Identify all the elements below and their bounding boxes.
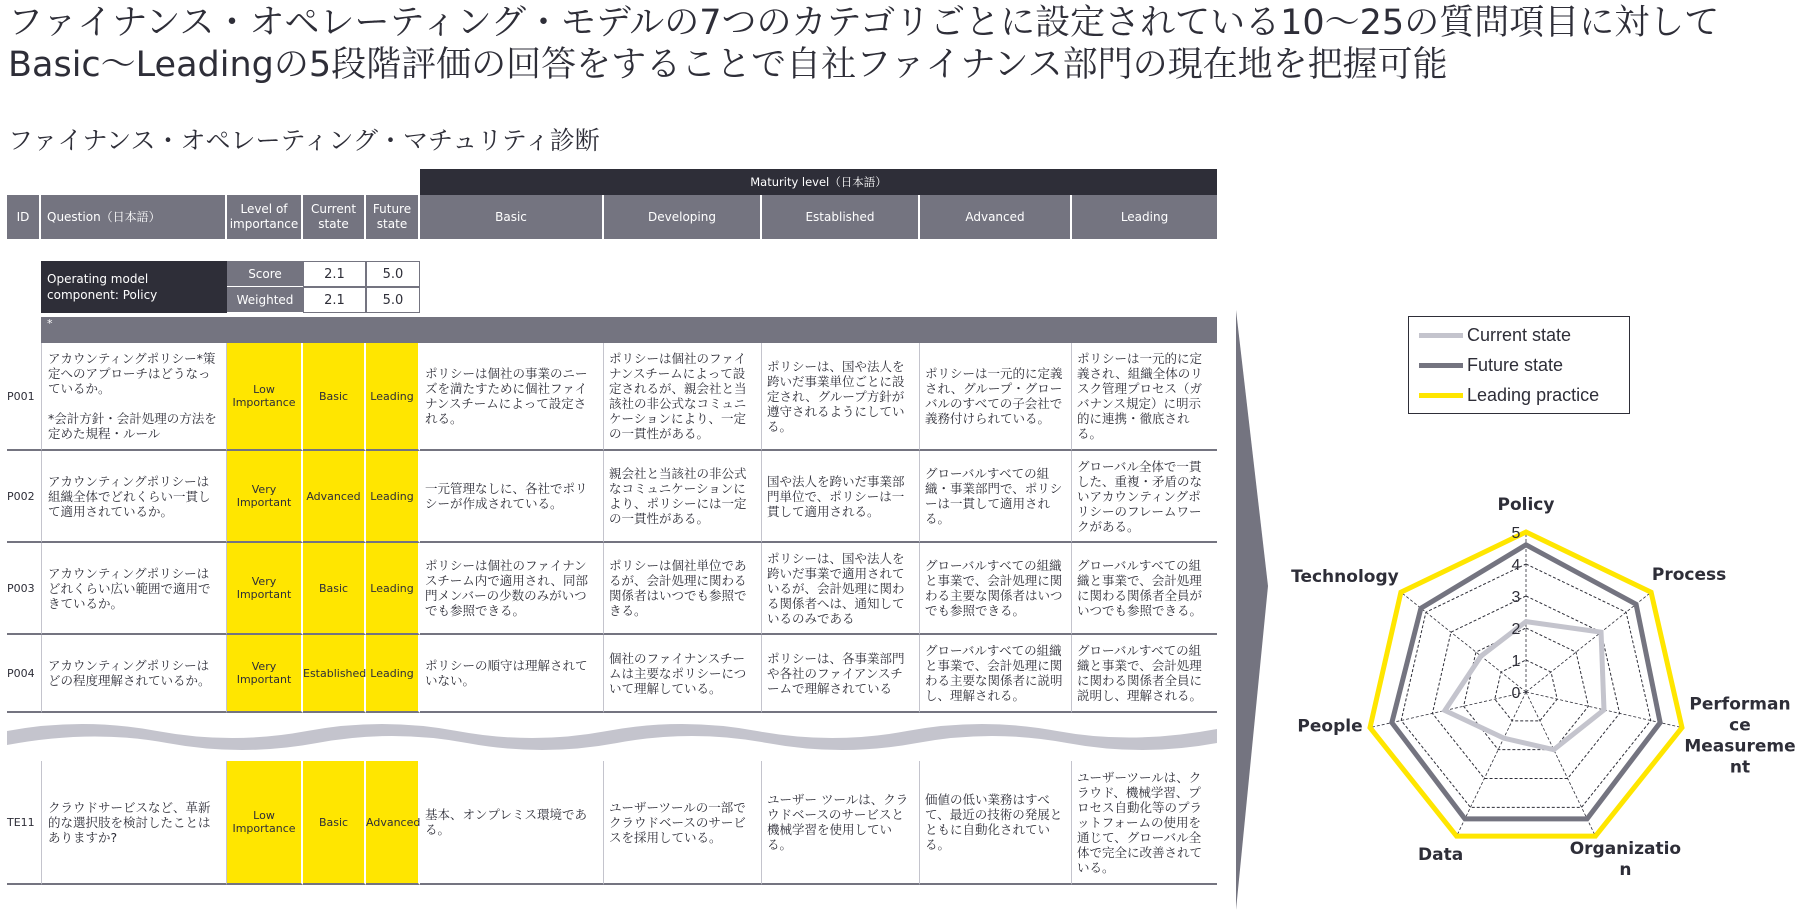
header-future: [366, 195, 420, 239]
legend-label-leading: Leading practice: [1467, 385, 1600, 405]
row-importance-l2: Importance: [232, 822, 296, 835]
header-level-basic: Basic: [420, 195, 604, 239]
section-bar: [7, 317, 1217, 343]
row-current: Basic: [303, 343, 366, 451]
diagnosis-subtitle: ファイナンス・オペレーティング・マチュリティ診断: [8, 126, 600, 155]
headline: [8, 2, 1788, 86]
row-question-text: アカウンティングポリシー*策定へのアプローチはどうなっているか。: [48, 351, 216, 396]
section-bar-label: *: [41, 317, 1217, 343]
header-level-advanced: Advanced: [920, 195, 1072, 239]
legend-label-current: Current state: [1467, 325, 1572, 345]
row-id: P004: [7, 635, 41, 713]
radar-axis-label: n: [1619, 860, 1632, 881]
score-future: 5.0: [366, 261, 420, 287]
radar-axis-label: ce: [1729, 715, 1751, 736]
score-label: Score: [227, 261, 303, 287]
radar-series-current-state: [1445, 622, 1604, 750]
header-level-developing: Developing: [604, 195, 762, 239]
radar-axis-label: Organizatio: [1569, 839, 1682, 860]
radar-tick-label: 2: [1511, 621, 1521, 638]
row-question: アカウンティングポリシーはどの程度理解されているか。: [41, 635, 227, 713]
row-developing: 親会社と当該社の非公式なコミュニケーションにより、ポリシーには一定の一貫性がある。: [604, 451, 762, 543]
row-advanced: ポリシーは一元的に定義され、グループ・グローバルのすべての子会社で義務付けられている。: [920, 343, 1072, 451]
spacer: [7, 261, 41, 287]
row-established: ポリシーは、国や法人を跨いだ事業単位ごとに設定され、グループ方針が遵守されるようにしている。: [762, 343, 920, 451]
row-future: Leading: [366, 635, 420, 713]
row-advanced: グローバルすべての組織と事業で、会計処理に関わる主要な関係者に説明し、理解される。: [920, 635, 1072, 713]
table-row: [7, 635, 1217, 713]
row-importance-l1: Low: [253, 383, 275, 396]
radar-axis-label: People: [1297, 716, 1363, 737]
component-label-l1: Operating model: [47, 272, 149, 286]
legend-swatch-current: [1419, 333, 1463, 338]
row-id: P002: [7, 451, 41, 543]
spacer: [7, 317, 41, 343]
row-importance-l1: Low: [253, 809, 275, 822]
header-future-l1: Future: [372, 202, 412, 216]
legend-swatch-future: [1419, 363, 1463, 368]
row-current: Basic: [303, 761, 366, 885]
row-established: ポリシーは、国や法人を跨いだ事業で適用されているが、会計処理に関わる関係者へは、通知しているのみである: [762, 543, 920, 635]
row-basic: 基本、オンプレミス環境である。: [420, 761, 604, 885]
header-level-leading: Leading: [1072, 195, 1217, 239]
radar-tick-label: 0: [1511, 685, 1521, 702]
row-current: Advanced: [303, 451, 366, 543]
spacer: [7, 169, 420, 195]
row-future: Advanced: [366, 761, 420, 885]
row-question-note: *会計方針・会計処理の方法を定めた規程・ルール: [48, 411, 217, 441]
column-header-row: [7, 195, 1217, 239]
radar-axis-label: Measureme: [1684, 736, 1796, 757]
row-basic: 一元管理なしに、各社でポリシーが作成されている。: [420, 451, 604, 543]
radar-axis-label: Data: [1417, 845, 1464, 866]
wave-divider-icon: [7, 713, 1217, 757]
row-advanced: 価値の低い業務はすべて、最近の技術の発展とともに自動化されている。: [920, 761, 1072, 885]
row-future: Leading: [366, 343, 420, 451]
row-established: ユーザー ツールは、クラウドベースのサービスと機械学習を使用している。: [762, 761, 920, 885]
row-id: P003: [7, 543, 41, 635]
component-label-l2: component: Policy: [47, 288, 158, 302]
header-current-l2: state: [318, 217, 349, 231]
radar-spoke: [1457, 692, 1526, 836]
table-row: [7, 761, 1217, 885]
row-developing: ユーザーツールの一部でクラウドベースのサービスを採用している。: [604, 761, 762, 885]
row-leading: ユーザーツールは、クラウド、機械学習、プロセス自動化等のプラットフォームの使用を通じて、グローバル全体で完全に改善されている。: [1072, 761, 1217, 885]
header-level-established: Established: [762, 195, 920, 239]
row-current: Established: [303, 635, 366, 713]
spacer: [7, 239, 1217, 261]
row-advanced: グローバルすべての組織と事業で、会計処理に関わる主要な関係者はいつでも参照できる。: [920, 543, 1072, 635]
radar-chart: [1250, 429, 1800, 909]
header-importance-l2: importance: [229, 217, 299, 231]
score-current: 2.1: [303, 261, 366, 287]
maturity-table: [7, 169, 1217, 885]
header-id: ID: [7, 195, 41, 239]
table-row: [7, 451, 1217, 543]
omission-row: [7, 713, 1217, 761]
radar-axis-label: Performan: [1689, 694, 1791, 715]
radar-tick-label: 4: [1511, 557, 1521, 574]
row-leading: グローバルすべての組織と事業で、会計処理に関わる関係者全員がいつでも参照できる。: [1072, 543, 1217, 635]
row-question: [41, 343, 227, 451]
row-leading: ポリシーは一元的に定義され、組織全体のリスク管理プロセス（ガバナンス規定）に明示的に連携・徹底される。: [1072, 343, 1217, 451]
header-current-l1: Current: [310, 202, 357, 216]
row-importance: [227, 761, 303, 885]
row-importance: Very Important: [227, 543, 303, 635]
maturity-level-header: Maturity level（日本語）: [420, 169, 1217, 195]
header-importance-l1: Level of: [240, 202, 288, 216]
table-row: [7, 543, 1217, 635]
spacer: [7, 287, 41, 313]
radar-spoke: [1526, 592, 1651, 692]
row-basic: ポリシーは個社の事業のニーズを満たすために個社ファイナンスチームによって設定される。: [420, 343, 604, 451]
radar-tick-label: 1: [1511, 653, 1521, 670]
row-future: Leading: [366, 451, 420, 543]
row-developing: ポリシーは個社単位であるが、会計処理に関わる関係者はいつでも参照できる。: [604, 543, 762, 635]
weighted-future: 5.0: [366, 287, 420, 313]
row-established: 国や法人を跨いだ事業部門単位で、ポリシーは一貫して適用される。: [762, 451, 920, 543]
spacer: [420, 261, 1217, 287]
spacer: [420, 287, 1217, 313]
legend-swatch-leading: [1419, 393, 1463, 398]
row-basic: ポリシーの順守は理解されていない。: [420, 635, 604, 713]
row-current: Basic: [303, 543, 366, 635]
row-question: アカウンティングポリシーはどれくらい広い範囲で適用できているか。: [41, 543, 227, 635]
radar-axis-label: nt: [1729, 757, 1751, 778]
header-importance: [227, 195, 303, 239]
row-id: P001: [7, 343, 41, 451]
weighted-label: Weighted: [227, 287, 303, 313]
radar-spoke: [1526, 692, 1595, 836]
row-importance: Very Important: [227, 635, 303, 713]
row-developing: 個社のファイナンスチームは主要なポリシーについて理解している。: [604, 635, 762, 713]
row-id: TE11: [7, 761, 41, 885]
table-row: [7, 343, 1217, 451]
legend-label-future: Future state: [1467, 355, 1564, 375]
radar-tick-label: 3: [1511, 589, 1521, 606]
row-future: Leading: [366, 543, 420, 635]
row-question: クラウドサービスなど、革新的な選択肢を検討したことはありますか?: [41, 761, 227, 885]
radar-tick-label: 5: [1511, 525, 1521, 542]
component-label: [41, 261, 227, 313]
chart-legend: [1408, 316, 1630, 414]
row-importance: [227, 343, 303, 451]
weighted-current: 2.1: [303, 287, 366, 313]
headline-line-1: ファイナンス・オペレーティング・モデルの7つのカテゴリごとに設定されている10〜25の質問項目に対して: [8, 3, 1720, 43]
row-importance-l2: Importance: [232, 396, 296, 409]
row-established: ポリシーは、各事業部門や各社のファイアンスチームで理解されている: [762, 635, 920, 713]
header-future-l2: state: [376, 217, 408, 231]
omission-wave: [7, 713, 1217, 761]
radar-axis-label: Technology: [1291, 567, 1399, 588]
header-current: [303, 195, 366, 239]
headline-line-2: Basic〜Leadingの5段階評価の回答をすることで自社ファイナンス部門の現在地を把握可能: [8, 45, 1448, 85]
row-developing: ポリシーは個社のファイナンスチームによって設定されるが、親会社と当該社の非公式なコミュニケーションにより、一定の一貫性がある。: [604, 343, 762, 451]
row-question: アカウンティングポリシーは組織全体でどれくらい一貫して適用されているか。: [41, 451, 227, 543]
header-question: Question（日本語）: [41, 195, 227, 239]
row-leading: グローバルすべての組織と事業で、会計処理に関わる関係者全員に説明し、理解される。: [1072, 635, 1217, 713]
row-importance: Very Important: [227, 451, 303, 543]
radar-axis-label: Process: [1651, 565, 1727, 586]
row-leading: グローバル全体で一貫した、重複・矛盾のないアカウンティングポリシーのフレームワークがある。: [1072, 451, 1217, 543]
row-advanced: グローバルすべての組織・事業部門で、ポリシーは一貫して適用される。: [920, 451, 1072, 543]
radar-axis-label: Policy: [1497, 495, 1555, 515]
row-basic: ポリシーは個社のファイナンスチーム内で適用され、同部門メンバーの少数のみがいつでも参照できる。: [420, 543, 604, 635]
